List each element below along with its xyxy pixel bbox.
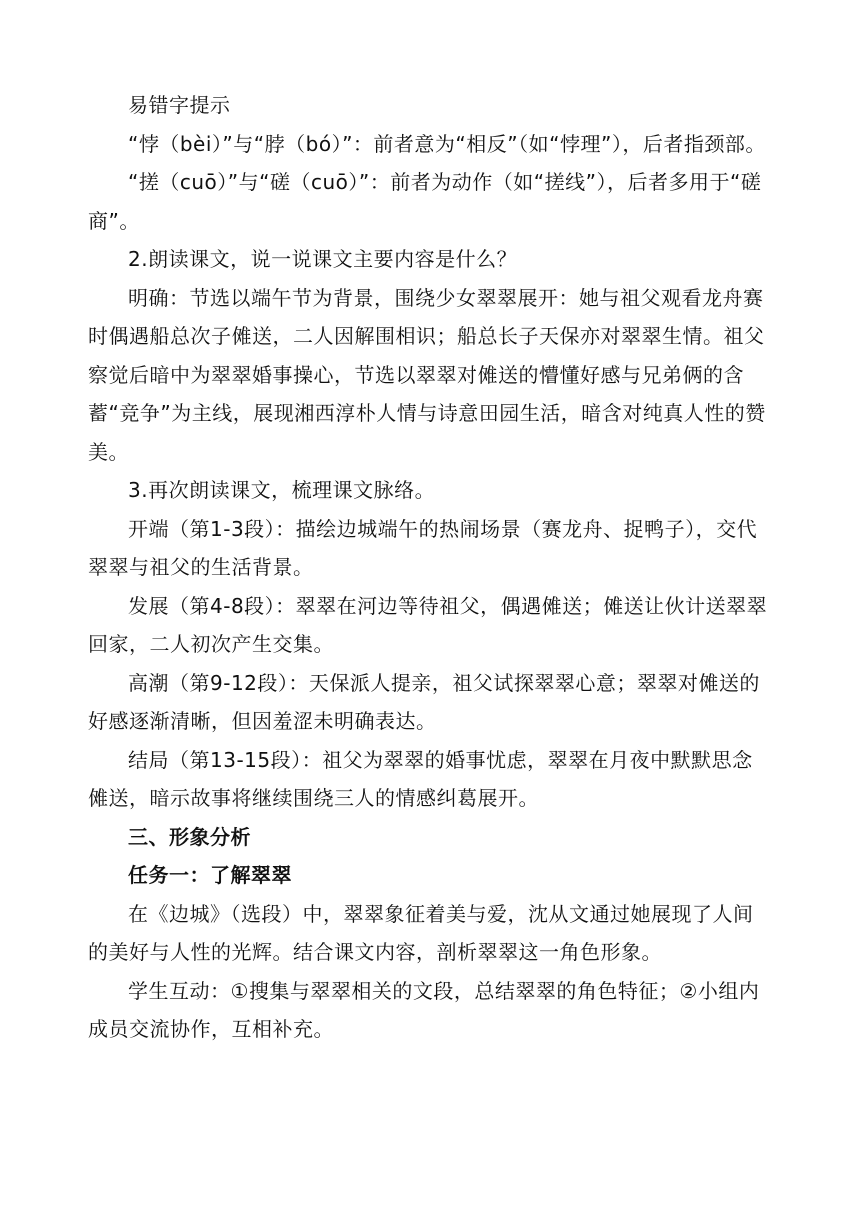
structure-opening: 开端（第1-3段）：描绘边城端午的热闹场景（赛龙舟、捉鸭子），交代翠翠与祖父的生活背景。 — [88, 516, 758, 579]
question-3: 3.再次朗读课文，梳理课文脉络。 — [128, 478, 436, 502]
task-description: 在《边城》（选段）中，翠翠象征着美与爱，沈从文通过她展现了人间的美好与人性的光辉。结合课文内容，剖析翠翠这一角色形象。 — [88, 901, 754, 964]
section-heading: 三、形象分析 — [128, 824, 251, 849]
structure-development: 发展（第4-8段）：翠翠在河边等待祖父，偶遇傩送；傩送让伙计送翠翠回家，二人初次产生交集。 — [88, 593, 768, 656]
typo-tip-bei: “悖（bèi）”与“脖（bó）”：前者意为“相反”（如“悖理”），后者指颈部。 — [128, 131, 766, 156]
question-2: 2.朗读课文，说一说课文主要内容是什么？ — [128, 247, 518, 271]
structure-climax: 高潮（第9-12段）：天保派人提亲，祖父试探翠翠心意；翠翠对傩送的好感逐渐清晰，但因羞涩未明确表达。 — [88, 670, 760, 733]
typo-tips-label: 易错字提示 — [128, 93, 231, 117]
structure-ending: 结局（第13-15段）：祖父为翠翠的婚事忧虑，翠翠在月夜中默默思念傩送，暗示故事将继续围绕三人的情感纠葛展开。 — [88, 747, 753, 810]
answer-2: 明确：节选以端午节为背景，围绕少女翠翠展开：她与祖父观看龙舟赛时偶遇船总次子傩送，二人因解围相识；船总长子天保亦对翠翠生情。祖父察觉后暗中为翠翠婚事操心，节选以翠翠对傩送的懵懂好感与兄弟俩的含蓄“竞争”为主线，展现湘西淳朴人情与诗意田园生活，暗含对纯真人性的赞美。 — [88, 285, 766, 464]
task-heading: 任务一：了解翠翠 — [128, 863, 292, 887]
student-interaction: 学生互动：①搜集与翠翠相关的文段，总结翠翠的角色特征；②小组内成员交流协作，互相补充。 — [88, 978, 760, 1041]
document-page — [88, 86, 768, 1049]
typo-tip-cuo: “搓（cuō）”与“磋（cuō）”：前者为动作（如“搓线”），后者多用于“磋商”。 — [88, 170, 762, 233]
